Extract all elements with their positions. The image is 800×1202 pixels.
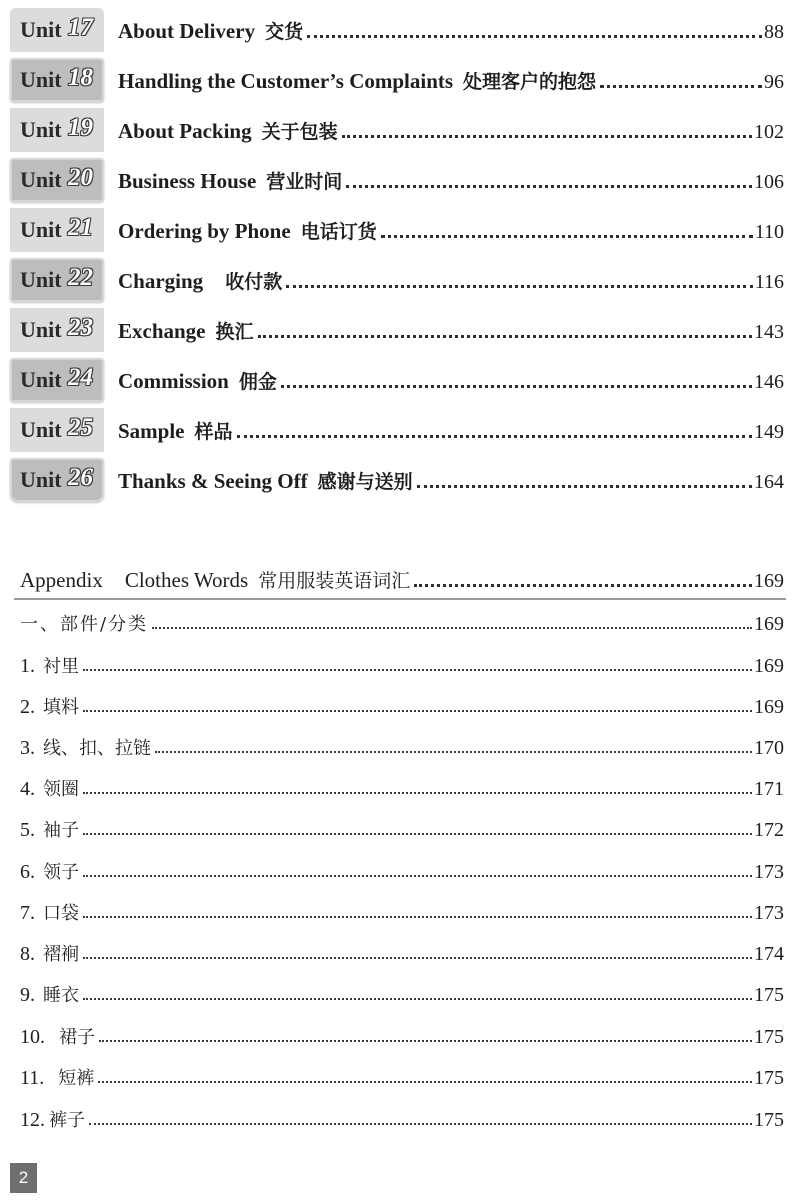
entry-text: 褶裥: [43, 944, 79, 965]
unit-entry: [118, 418, 784, 444]
entry-text: 裙子: [59, 1027, 95, 1048]
entry-number: 11.: [20, 1067, 45, 1089]
unit-page: 149: [754, 421, 784, 443]
appendix-item-entry[interactable]: [20, 734, 784, 762]
dot-leader: [83, 706, 752, 712]
dot-leader: [83, 788, 752, 794]
unit-title: Commission: [118, 369, 229, 393]
entry-text: 领圈: [43, 779, 79, 800]
unit-title-zh: 处理客户的抱怨: [463, 71, 597, 93]
unit-title-zh: 关于包装: [261, 121, 338, 143]
unit-number: 25: [68, 414, 93, 441]
dot-leader: [83, 953, 752, 959]
appendix-item-entry[interactable]: [20, 1064, 784, 1092]
toc-unit-row[interactable]: [0, 8, 800, 52]
entry-number: 4.: [20, 778, 35, 800]
unit-page: 110: [754, 221, 784, 243]
dot-leader: [237, 431, 752, 438]
unit-number: 20: [68, 164, 93, 191]
entry-text: 短裤: [58, 1068, 95, 1089]
unit-title-zh: 收付款: [225, 271, 283, 293]
unit-label: Unit: [20, 317, 62, 342]
unit-label: Unit: [20, 167, 62, 192]
toc-unit-row[interactable]: [0, 458, 800, 502]
entry-page: 170: [754, 737, 784, 759]
entry-page: 171: [754, 778, 784, 800]
dot-leader: [417, 481, 752, 488]
appendix-title: Clothes Words: [124, 568, 249, 592]
entry-page: 175: [754, 984, 784, 1006]
unit-number: 18: [68, 64, 93, 91]
toc-unit-row[interactable]: [0, 358, 800, 402]
unit-number: 17: [68, 14, 93, 41]
unit-label: Unit: [20, 17, 62, 42]
unit-title: About Delivery: [118, 19, 256, 43]
appendix-item-entry[interactable]: [20, 693, 784, 721]
entry-page: 173: [754, 902, 784, 924]
entry-text: 睡衣: [43, 985, 79, 1006]
dot-leader: [83, 912, 752, 918]
dot-leader: [346, 181, 752, 188]
unit-title-zh: 佣金: [238, 371, 277, 393]
dot-leader: [83, 871, 752, 877]
entry-text: 裤子: [49, 1110, 85, 1131]
unit-page: 143: [754, 321, 784, 343]
unit-title-zh: 交货: [265, 21, 304, 43]
entry-page: 169: [754, 696, 784, 718]
unit-entry: [118, 118, 784, 144]
unit-label: Unit: [20, 217, 62, 242]
unit-title: Business House: [118, 169, 257, 193]
unit-number: 19: [68, 114, 93, 141]
unit-page: 106: [754, 171, 784, 193]
dot-leader: [381, 231, 753, 238]
entry-text: 一、部件/分类: [20, 614, 149, 635]
unit-page: 96: [764, 71, 784, 93]
dot-leader: [99, 1036, 752, 1042]
unit-title-zh: 换汇: [215, 321, 254, 343]
toc-unit-row[interactable]: [0, 408, 800, 452]
entry-text: 口袋: [43, 903, 79, 924]
entry-number: 12.: [20, 1109, 45, 1131]
unit-title-zh: 电话订货: [300, 221, 377, 243]
toc-unit-row[interactable]: [0, 208, 800, 252]
unit-title: Charging: [118, 269, 204, 293]
dot-leader: [414, 580, 752, 587]
dot-leader: [307, 31, 762, 38]
unit-title-zh: 样品: [194, 421, 233, 443]
unit-entry: [118, 468, 784, 494]
entry-page: 174: [754, 943, 784, 965]
entry-page: 175: [754, 1067, 784, 1089]
unit-title: Thanks & Seeing Off: [118, 469, 308, 493]
unit-label: Unit: [20, 467, 62, 492]
entry-page: 173: [754, 861, 784, 883]
unit-entry: [118, 368, 784, 394]
dot-leader: [83, 665, 752, 671]
appendix-item-entry[interactable]: [20, 775, 784, 803]
unit-title: Ordering by Phone: [118, 219, 291, 243]
unit-title-zh: 感谢与送别: [317, 471, 413, 493]
appendix-item-entry[interactable]: [20, 899, 784, 927]
appendix-entry[interactable]: [20, 566, 784, 594]
dot-leader: [342, 131, 752, 138]
appendix-label: Appendix: [20, 568, 103, 592]
unit-label: Unit: [20, 367, 62, 392]
appendix-item-entry[interactable]: [20, 981, 784, 1009]
dot-leader: [83, 994, 752, 1000]
unit-number: 26: [68, 464, 93, 491]
unit-entry: [118, 68, 784, 94]
entry-page: 169: [754, 613, 784, 635]
unit-number: 21: [68, 214, 93, 241]
dot-leader: [600, 81, 762, 88]
unit-number: 22: [68, 264, 93, 291]
appendix-item-entry[interactable]: [20, 940, 784, 968]
entry-text: 线、扣、拉链: [43, 738, 151, 759]
unit-number: 24: [68, 364, 93, 391]
entry-number: 6.: [20, 861, 35, 883]
unit-page: 116: [754, 271, 784, 293]
entry-text: 填料: [43, 697, 79, 718]
unit-page: 164: [754, 471, 784, 493]
dot-leader: [281, 381, 752, 388]
entry-page: 172: [754, 819, 784, 841]
toc-unit-row[interactable]: [0, 58, 800, 102]
entry-text: 衬里: [43, 656, 79, 677]
entry-page: 175: [754, 1026, 784, 1048]
appendix-item-entry[interactable]: [20, 816, 784, 844]
unit-entry: [118, 218, 784, 244]
dot-leader: [152, 623, 752, 629]
unit-title-zh: 营业时间: [266, 171, 343, 193]
unit-entry: [118, 168, 784, 194]
unit-label: Unit: [20, 117, 62, 142]
entry-page: 175: [754, 1109, 784, 1131]
unit-entry: [118, 18, 784, 44]
dot-leader: [98, 1077, 752, 1083]
page-number: 2: [10, 1163, 37, 1193]
dot-leader: [83, 829, 752, 835]
unit-title: About Packing: [118, 119, 252, 143]
unit-label: Unit: [20, 267, 62, 292]
appendix-item-entry[interactable]: [20, 1023, 784, 1051]
unit-entry: [118, 318, 784, 344]
unit-page: 146: [754, 371, 784, 393]
dot-leader: [286, 281, 753, 288]
unit-title: Handling the Customer’s Complaints: [118, 69, 454, 93]
toc-unit-row[interactable]: [0, 258, 800, 302]
entry-number: 3.: [20, 737, 35, 759]
unit-page: 88: [764, 21, 784, 43]
appendix-item-entry[interactable]: [20, 858, 784, 886]
unit-number: 23: [68, 314, 93, 341]
entry-text: 领子: [43, 862, 79, 883]
appendix-item-entry[interactable]: [20, 652, 784, 680]
appendix-item-entry[interactable]: [20, 1106, 784, 1134]
unit-title: Sample: [118, 419, 185, 443]
entry-number: 1.: [20, 655, 35, 677]
entry-number: 8.: [20, 943, 35, 965]
dot-leader: [155, 747, 752, 753]
appendix-divider: [14, 598, 786, 600]
appendix-title-zh: 常用服装英语词汇: [258, 570, 411, 592]
appendix-page: 169: [754, 570, 784, 592]
toc-unit-row[interactable]: [0, 308, 800, 352]
unit-label: Unit: [20, 67, 62, 92]
entry-number: 7.: [20, 902, 35, 924]
dot-leader: [258, 331, 752, 338]
entry-number: 5.: [20, 819, 35, 841]
dot-leader: [89, 1119, 752, 1125]
toc-unit-row[interactable]: [0, 158, 800, 202]
entry-page: 169: [754, 655, 784, 677]
unit-title: Exchange: [118, 319, 206, 343]
unit-page: 102: [754, 121, 784, 143]
appendix-section-entry[interactable]: [20, 610, 784, 638]
entry-number: 9.: [20, 984, 35, 1006]
unit-label: Unit: [20, 417, 62, 442]
unit-entry: [118, 268, 784, 294]
entry-number: 2.: [20, 696, 35, 718]
entry-number: 10.: [20, 1026, 45, 1048]
toc-unit-row[interactable]: [0, 108, 800, 152]
entry-text: 袖子: [43, 820, 79, 841]
